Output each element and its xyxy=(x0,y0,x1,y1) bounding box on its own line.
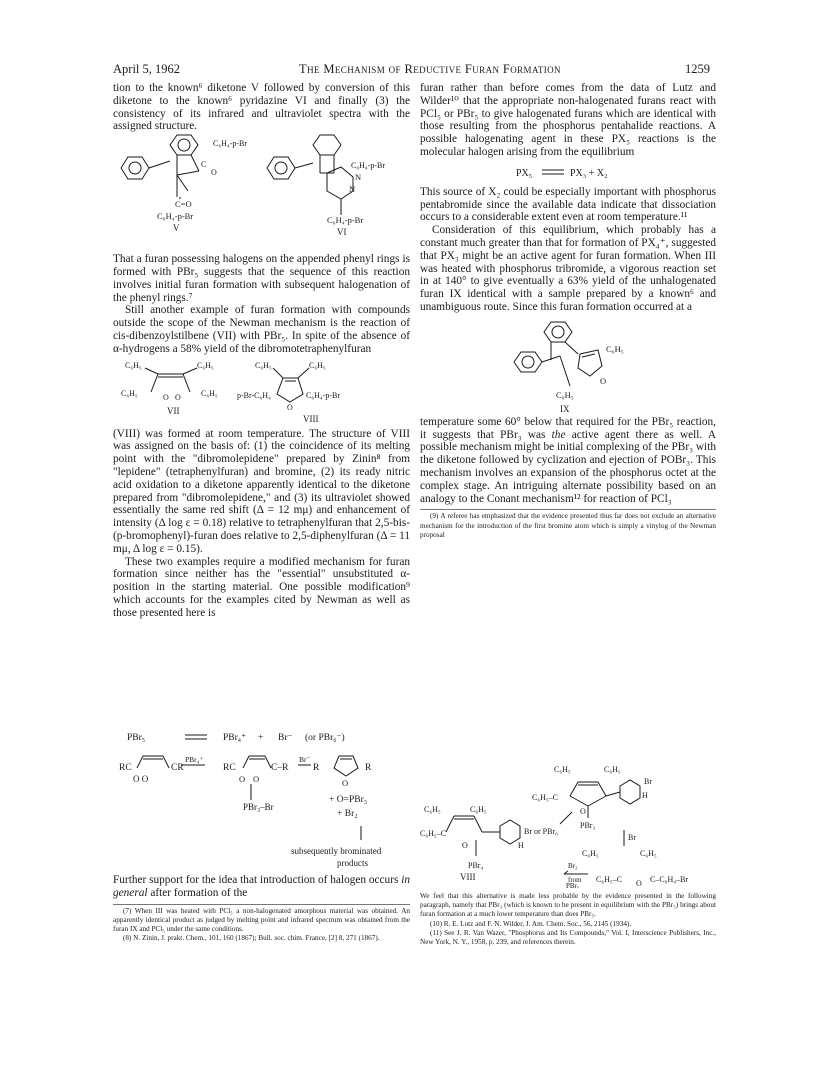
header-title: The Mechanism of Reductive Furan Formation xyxy=(299,62,561,76)
scheme-eq-br: Br⁻ xyxy=(278,733,293,743)
V-aryl-bottom: C₆H₄-p-Br xyxy=(157,211,194,222)
structure-diagram-IX xyxy=(420,314,716,416)
VIII-top-right: C₆H₅ xyxy=(309,360,326,370)
VI-n2: N xyxy=(349,184,356,195)
right-paragraph-4 xyxy=(420,416,716,506)
IX-oxygen: O xyxy=(600,375,607,386)
scheme-cr: CR xyxy=(171,763,184,773)
vinylog-scheme xyxy=(420,756,716,888)
c-right: C–C₆H₄–Br xyxy=(650,875,689,884)
from-label: from xyxy=(568,876,582,884)
scheme-reagent-1: PBr₄⁺ xyxy=(185,755,204,764)
pbr5-label: PBr₅ xyxy=(566,882,580,888)
V-label: V xyxy=(173,223,180,234)
VI-n1: N xyxy=(355,172,362,183)
VIII-top-left: C₆H₅ xyxy=(255,360,272,370)
structures-VII-VIII xyxy=(113,356,410,428)
a-phenyl-1: C₆H₅ xyxy=(554,765,571,774)
footnote-7: (7) When III was heated with PCl₅ a non-halogenated amorphous material was obtained. An apparently identical product as judged by melting point and infrared spectrum was obtained from the furan IX and PCl₅ under the same conditions. xyxy=(113,906,410,933)
b-c6h5-c: C₆H₅–C xyxy=(420,829,447,838)
product-viii: VIII xyxy=(460,872,476,882)
scheme-byproduct-2: + Br₂ xyxy=(337,809,358,819)
VII-top-left: C₆H₅ xyxy=(125,360,142,370)
V-carbonyl: C=O xyxy=(175,199,192,210)
V-atom-c: C xyxy=(201,160,207,170)
a-phenyl-2: C₆H₅ xyxy=(604,765,621,774)
VII-bottom-right: C₆H₅ xyxy=(201,388,218,398)
eq-left: PX₅ xyxy=(516,167,533,179)
footnote-8: (8) N. Zinin, J. prakt. Chem., 101, 160 (1867); Bull. soc. chim. France, [2] 8, 271 (1867). xyxy=(123,934,380,943)
structure-IX xyxy=(420,314,716,416)
VII-oxygen-1: O xyxy=(163,392,169,402)
right-paragraph-1: furan rather than before comes from the data of Lutz and Wilder¹⁰ that the appropriate non-halogenated furans react with PCl₅ or PBr₅ to give halogenated furans which are identical with those resulting from the phosphorus pentahalide reactions. A possible halogenating agent in these PX₅ reactions is the molecular halogen arising from the equilibrium xyxy=(420,82,716,158)
VII-label: VII xyxy=(167,405,180,416)
VI-aryl-bottom: C₆H₄-p-Br xyxy=(327,215,364,226)
br2-label: Br₂ xyxy=(568,862,578,870)
structure-diagram-V-VI xyxy=(113,133,410,253)
VIII-oxygen: O xyxy=(287,402,293,412)
V-atom-o: O xyxy=(211,168,217,178)
right-column xyxy=(420,82,716,540)
structures-V-VI xyxy=(113,133,410,253)
left-column xyxy=(113,82,410,620)
left-paragraph-4: (VIII) was formed at room temperature. The structure of VIII was assigned on the basis of: (1) the coincidence of its melting point with the "dibromolepidene" prepared by Zinin⁸ from "lepidene" (tetraphenylfuran) and bromine, (2) its ready nitric acid oxidation to a diketone apparently identical to the diketone prepared from "dibromolepidene," and (3) its ultraviolet showed essentially the same red shift (Δ = 12 mμ) and enhancement of intensity (Δ log ε = 0.18) relative to tetraphenylfuran that 2,5-bis-(p-bromophenyl)-furan does relative to 2,5-diphenylfuran (Δ = 11 mμ, Δ log ε = 0.15). xyxy=(113,427,410,555)
scheme-diagram xyxy=(113,730,410,872)
equilibrium-svg xyxy=(420,164,716,180)
left-paragraph-1: tion to the known⁶ diketone V followed by conversion of this diketone to the known⁶ pyridazine VI and finally (3) the consistency of its infrared and ultraviolet spectra with the assigned structure. xyxy=(113,82,410,133)
footnote-11: (11) See J. R. Van Wazer, "Phosphorus and Its Compounds," Vol. I, Interscience Publishers, Inc., New York, N. Y., 1958, p. 239, and references therein. xyxy=(420,928,716,947)
right-footnotes xyxy=(420,892,716,947)
b-phenyl-1: C₆H₅ xyxy=(424,805,441,814)
c-left: C₆H₅–C xyxy=(596,875,623,884)
scheme-eq-or: (or PBr₆⁻) xyxy=(305,733,345,743)
p6-text-a: Further support for the idea that introduction of halogen occurs xyxy=(113,874,402,886)
VI-aryl-top: C₆H₄-p-Br xyxy=(351,161,386,171)
header-date: April 5, 1962 xyxy=(113,62,181,76)
scheme-rc: RC xyxy=(119,763,132,773)
b-pbr4: PBr₄ xyxy=(468,861,484,870)
scheme-reagent-2: Br⁻ xyxy=(299,755,311,764)
left-bottom-block xyxy=(113,874,410,943)
c-oxygen: O xyxy=(636,879,642,888)
c-phenyl-2: C₆H₅ xyxy=(640,849,657,858)
scheme-furan-r: R xyxy=(313,763,320,773)
p4-emphasis: the xyxy=(551,428,566,441)
IX-label: IX xyxy=(560,403,570,414)
footnote-rule-left xyxy=(113,904,410,905)
scheme-furan-r2: R xyxy=(365,763,372,773)
left-paragraph-2: That a furan possessing halogens on the appended phenyl rings is formed with PBr₅ suggests that the sequence of this reaction involves initial furan formation with subsequent halogenation of the phenyl rings.⁷ xyxy=(113,253,410,304)
left-paragraph-5: These two examples require a modified mechanism for furan formation since neither has the "essential" unsubstituted α-position in the starting material. One possible modification⁹ which accounts for the examples cited by Newman as well as those presented here is xyxy=(113,555,410,619)
VII-bottom-left: C₆H₅ xyxy=(121,388,138,398)
b-br-or-pbr6: Br or PBr₆ xyxy=(524,827,558,836)
b-h: H xyxy=(518,841,524,850)
scheme-oxygen-3: O xyxy=(239,774,246,784)
scheme-furan-oxygen: O xyxy=(342,778,349,788)
IX-phenyl-bottom: C₆H₅ xyxy=(556,389,574,400)
a-c6h5-c: C₆H₅–C xyxy=(532,793,559,802)
scheme-eq-pbr4: PBr₄⁺ xyxy=(223,733,247,743)
footnote-9-continued: We feel that this alternative is made less probable by the evidence presented in the following paragraph, namely that PBr₃ (which is known to be present in equilibrium with the PBr₅) brings about furan formation at a much lower temperature than does PBr₅. xyxy=(420,892,716,919)
br-arrow-label: Br xyxy=(628,833,636,842)
scheme-eq-plus: + xyxy=(258,733,264,743)
a-h: H xyxy=(642,791,648,800)
IX-phenyl-top: C₆H₅ xyxy=(606,343,624,354)
scheme-oxygen-4: O xyxy=(253,774,260,784)
VIII-left: p-Br-C₆H₄ xyxy=(237,390,271,400)
footnote-10: (10) R. E. Lutz and F. N. Wilder, J. Am. Chem. Soc., 56, 2145 (1934). xyxy=(430,919,632,928)
b-oxygen: O xyxy=(462,841,468,850)
p4-text-b: active agent there as well. A possible mechanism might be initial complexing of the PBr₃ with the diketone followed by cyclization and ejection of POBr₃. This mechanism involves an expansion of the phosphorus octet at the complex stage. An intriguing alternate possibility based on an analogy to the Conant mechanism¹² for reaction of PCl₃ xyxy=(420,428,716,505)
p4-text-a: temperature some 60° below that required for the PBr₅ reaction, it suggests that PBr₃ was xyxy=(420,415,716,441)
VIII-label: VIII xyxy=(303,413,319,424)
vinylog-scheme-diagram xyxy=(420,756,716,888)
scheme-rc2: RC xyxy=(223,763,236,773)
equilibrium-equation xyxy=(420,164,716,180)
V-aryl-top: C₆H₄-p-Br xyxy=(213,139,248,149)
c-phenyl-1: C₆H₅ xyxy=(582,849,599,858)
p6-text-b: after formation of the xyxy=(147,886,248,899)
a-oxygen: O xyxy=(580,807,586,816)
right-paragraph-2: This source of X₂ could be especially important with phosphorus pentabromide since the available data indicate that dissociation occurs to a considerable extent even at room temperature.¹¹ xyxy=(420,185,716,224)
VII-top-right: C₆H₅ xyxy=(197,360,214,370)
VII-oxygen-2: O xyxy=(175,392,181,402)
newman-modified-scheme xyxy=(113,730,410,872)
header-page-number: 1259 xyxy=(685,62,710,76)
p6-emphasis: in general xyxy=(113,874,410,899)
left-paragraph-6 xyxy=(113,874,410,900)
scheme-subsequently: subsequently brominated xyxy=(291,846,382,856)
scheme-eq-pbr5: PBr₅ xyxy=(127,733,146,743)
footnote-rule-right xyxy=(420,509,716,510)
eq-right: PX₃ + X₂ xyxy=(570,167,608,179)
b-phenyl-2: C₆H₅ xyxy=(470,805,487,814)
a-br: Br xyxy=(644,777,652,786)
right-paragraph-3: Consideration of this equilibrium, which probably has a constant much greater than that for formation of PX₄⁺, suggested that PX₃ might be an active agent for furan formation. When III was heated with phosphorus tribromide, a vigorous reaction set in at 140° to give eventually a 63% yield of the unhalogenated furan IX identical with a sample prepared by a known⁶ and unambiguous route. Since this furan formation occurred at a xyxy=(420,224,716,313)
structure-diagram-VII-VIII xyxy=(113,356,410,428)
a-pbr3: PBr₃ xyxy=(580,821,596,830)
scheme-byproduct-1: + O=PBr₃ xyxy=(329,795,368,805)
footnote-9: (9) A referee has emphasized that the evidence presented thus far does not exclude an alternative mechanism for the introduction of the first bromine atom which is simply a vinylog of the Newman proposal xyxy=(420,512,716,539)
scheme-pbr3br: PBr₃–Br xyxy=(243,802,274,812)
left-paragraph-3: Still another example of furan formation with compounds outside the scope of the Newman mechanism is the reaction of cis-dibenzoylstilbene (VII) with PBr₅. In spite of the absence of α-hydrogens a 58% yield of the dibromotetraphenylfuran xyxy=(113,304,410,355)
VIII-right: C₆H₄-p-Br xyxy=(306,390,341,400)
VI-label: VI xyxy=(337,227,347,238)
scheme-dione-oxygens: O O xyxy=(133,774,149,784)
scheme-products: products xyxy=(337,858,368,868)
scheme-c-cation: C–R xyxy=(271,763,289,773)
